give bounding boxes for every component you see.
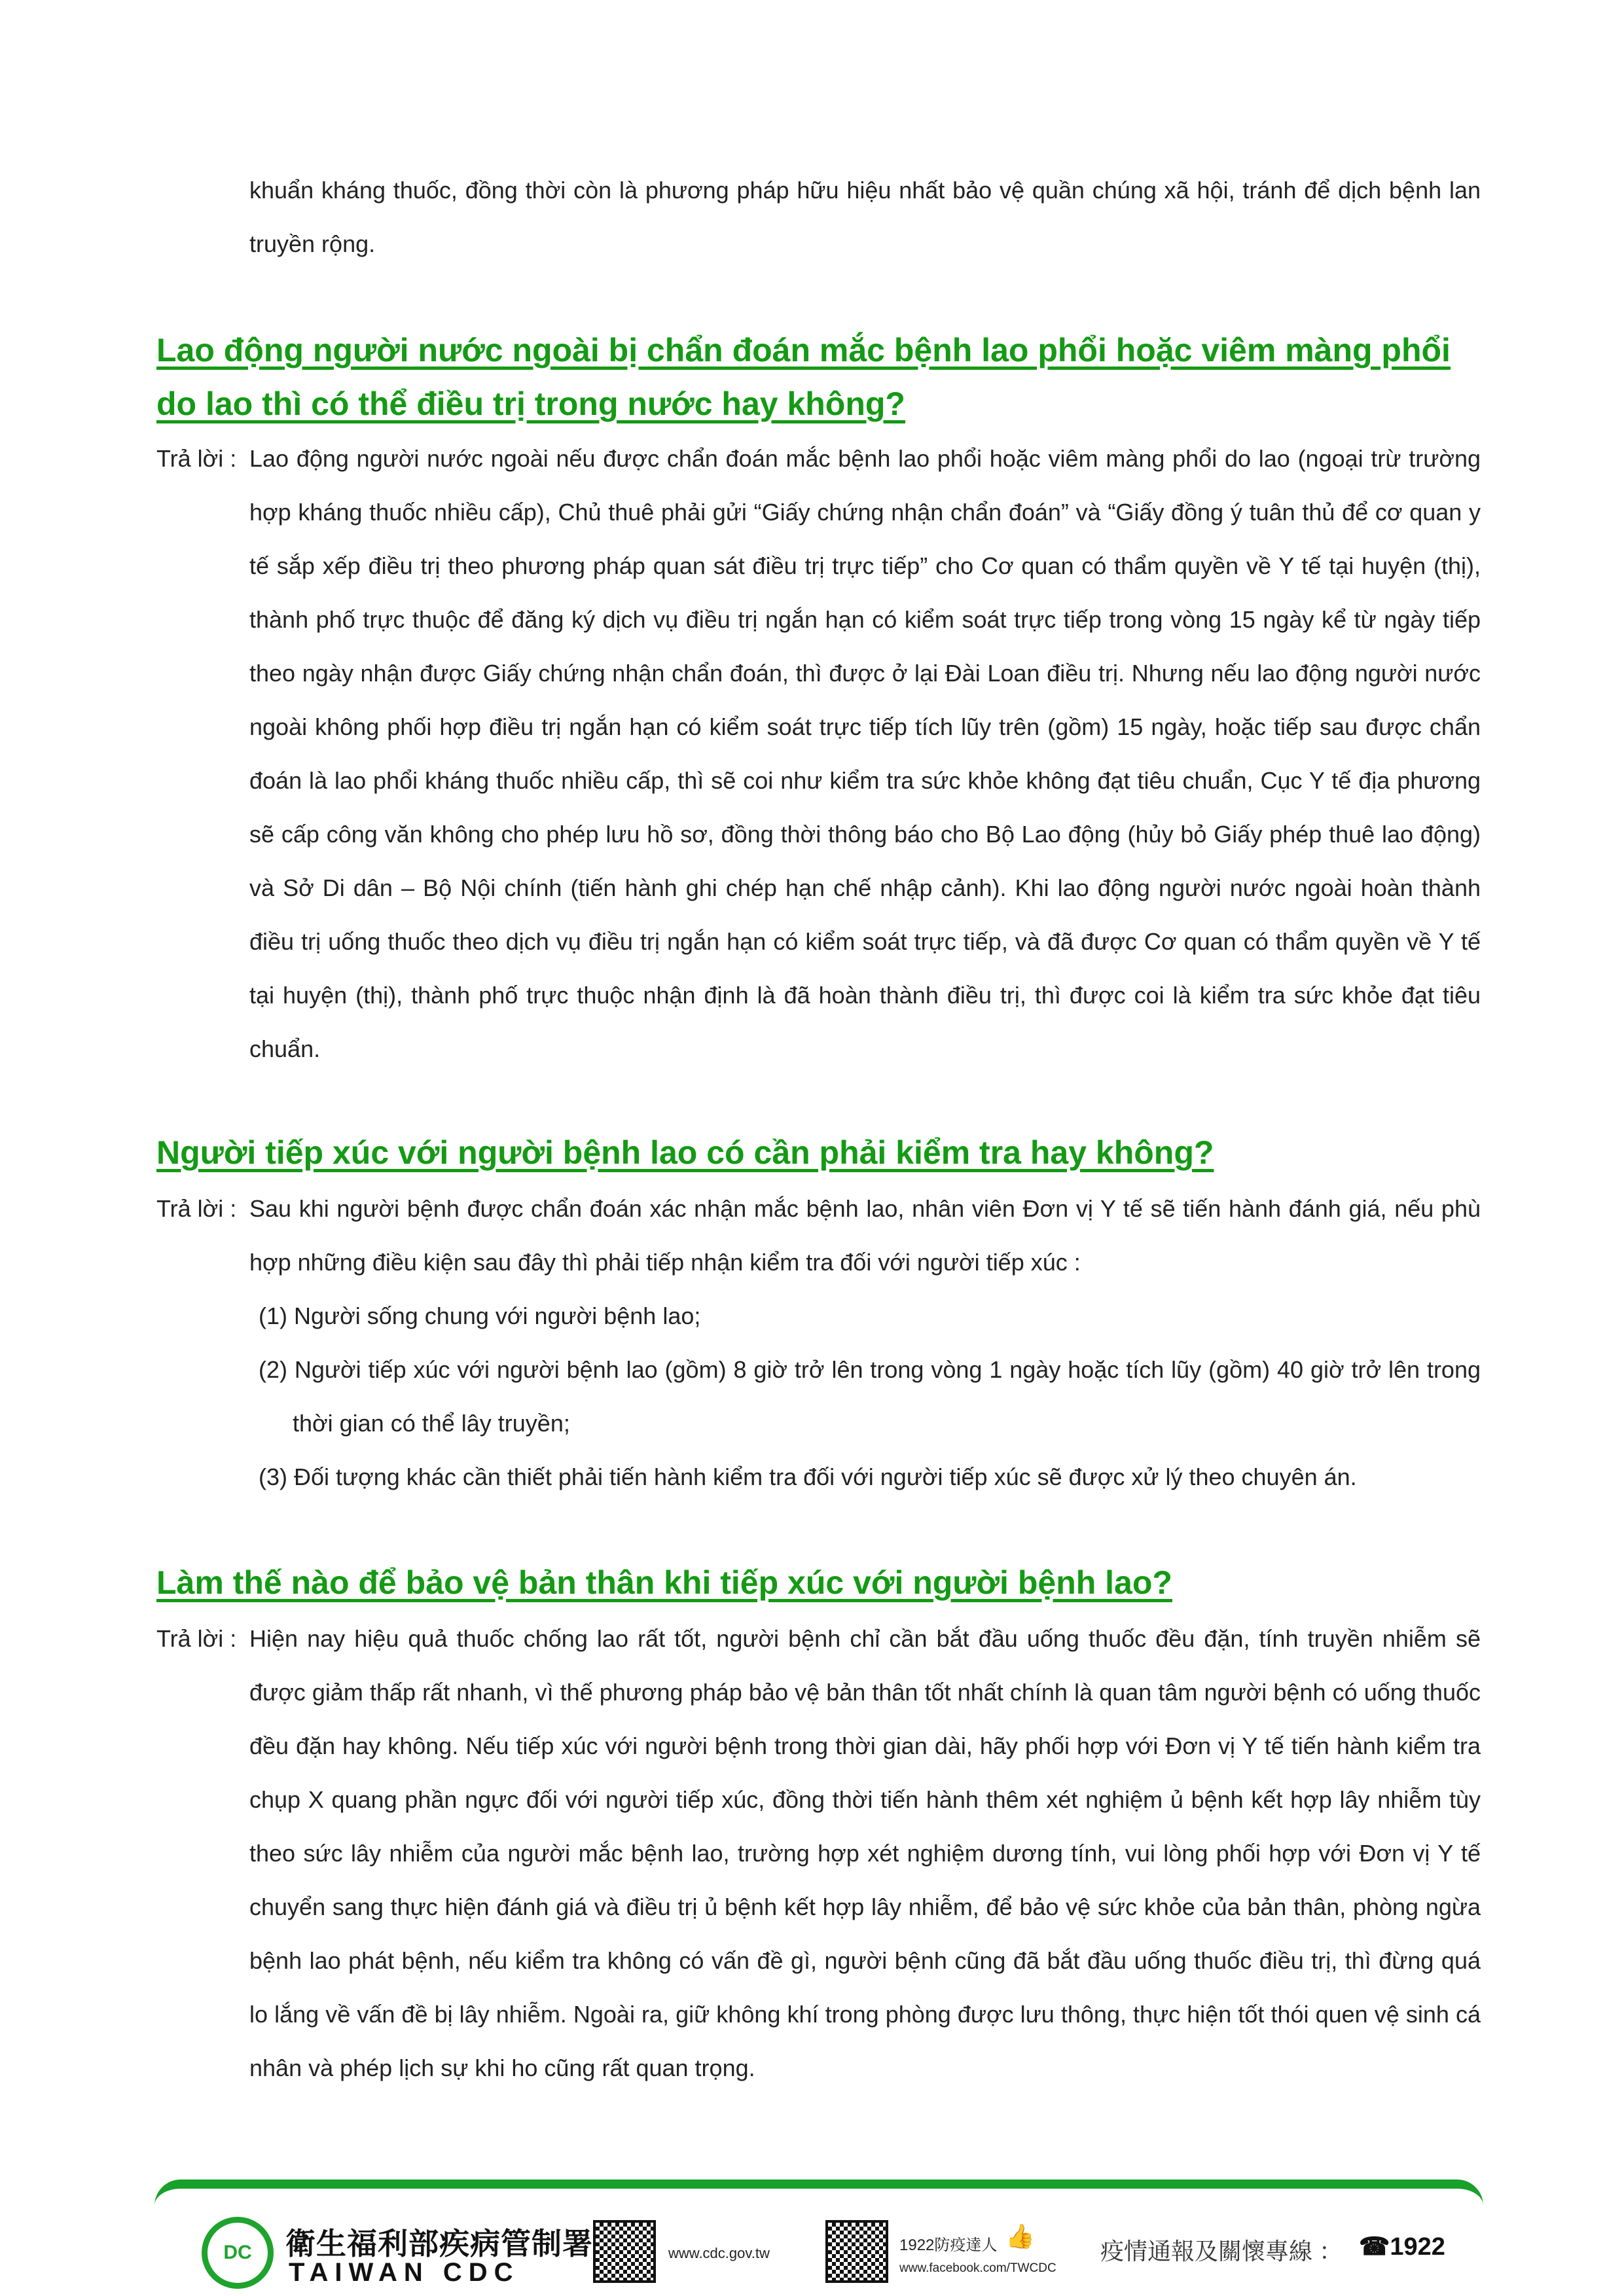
facebook-link[interactable]: www.facebook.com/TWCDC [899, 2261, 1056, 2275]
hotline-value: 1922 [1390, 2233, 1445, 2261]
org-name-english: TAIWAN CDC [289, 2258, 520, 2287]
answer-text: Hiện nay hiệu quả thuốc chống lao rất tốt, người bệnh chỉ cần bắt đầu uống thuốc đều đặn, tính truyền nhiễm sẽ được giảm thấp rất nhanh, vì thế phương pháp bảo vệ bản thân tốt nhất chính là quan tâm người bệnh có uống thuốc đều đặn hay không. Nếu tiếp xúc với người bệnh trong thời gian dài, hãy phối hợp với Đơn vị Y tế tiến hành kiểm tra chụp X quang phần ngực đối với người tiếp xúc, đồng thời tiến hành thêm xét nghiệm ủ bệnh kết hợp lây nhiễm tùy theo sức lây nhiễm của người mắc bệnh lao, trường hợp xét nghiệm dương tính, vui lòng phối hợp với Đơn vị Y tế chuyển sang thực hiện đánh giá và điều trị ủ bệnh kết hợp lây nhiễm, để bảo vệ sức khỏe của bản thân, phòng ngừa bệnh lao phát bệnh, nếu kiểm tra không có vấn đề gì, người bệnh cũng đã bắt đầu uống thuốc điều trị, thì đừng quá lo lắng về vấn đề bị lây nhiễm. Ngoài ra, giữ không khí trong phòng được lưu thông, thực hiện tốt thói quen vệ sinh cá nhân và phép lịch sự khi ho cũng rất quan trọng. [249, 1625, 1481, 2081]
answer-3 [156, 1612, 1481, 2095]
website-link[interactable]: www.cdc.gov.tw [668, 2245, 770, 2261]
facebook-qr-code-icon[interactable] [825, 2220, 888, 2283]
list-item: (3) Đối tượng khác cần thiết phải tiến hành kiểm tra đối với người tiếp xúc sẽ được xử lý theo chuyên án. [259, 1463, 1357, 1490]
list-item: (2) Người tiếp xúc với người bệnh lao (gồm) 8 giờ trở lên trong vòng 1 ngày hoặc tích lũy (gồm) 40 giờ trở lên trong thời gian có thể lây truyền; [259, 1356, 1481, 1437]
question-heading-1: Lao động người nước ngoài bị chẩn đoán mắc bệnh lao phổi hoặc viêm màng phổi do lao thì có thể điều trị trong nước hay không? [156, 332, 1451, 422]
list-item: (1) Người sống chung với người bệnh lao; [259, 1302, 701, 1329]
hotline-label: 疫情通報及關懷專線 ： [1100, 2238, 1343, 2265]
intro-paragraph: khuẩn kháng thuốc, đồng thời còn là phương pháp hữu hiệu nhất bảo vệ quần chúng xã hội, tránh để dịch bệnh lan truyền rộng. [249, 177, 1481, 257]
footer-green-arc [154, 2179, 1483, 2219]
website-qr-code-icon[interactable] [593, 2220, 656, 2283]
taiwan-cdc-logo-icon: DC [202, 2217, 274, 2289]
thumbs-up-icon: 👍 [1005, 2223, 1035, 2250]
answer-1 [156, 432, 1481, 1076]
question-heading-3: Làm thế nào để bảo vệ bản thân khi tiếp xúc với người bệnh lao? [156, 1564, 1172, 1601]
answer-text: Sau khi người bệnh được chẩn đoán xác nhận mắc bệnh lao, nhân viên Đơn vị Y tế sẽ tiến hành đánh giá, nếu phù hợp những điều kiện sau đây thì phải tiếp nhận kiểm tra đối với người tiếp xúc : [249, 1195, 1481, 1276]
answer-label: Trả lời : [156, 445, 237, 472]
footer [154, 2179, 1483, 2291]
phone-icon: ☎ [1359, 2233, 1390, 2261]
question-heading-2: Người tiếp xúc với người bệnh lao có cần phải kiểm tra hay không? [156, 1134, 1214, 1171]
hotline-number [1359, 2232, 1445, 2261]
org-name-chinese: 衛生福利部疾病管制署 [285, 2227, 593, 2261]
answer-label: Trả lời : [156, 1195, 237, 1222]
facebook-page-name: 1922防疫達人 [899, 2236, 998, 2254]
answer-text: Lao động người nước ngoài nếu được chẩn đoán mắc bệnh lao phổi hoặc viêm màng phổi do lao (ngoại trừ trường hợp kháng thuốc nhiều cấp), Chủ thuê phải gửi “Giấy chứng nhận chẩn đoán” và “Giấy đồng ý tuân thủ để cơ quan y tế sắp xếp điều trị theo phương pháp quan sát điều trị trực tiếp” cho Cơ quan có thẩm quyền về Y tế tại huyện (thị), thành phố trực thuộc để đăng ký dịch vụ điều trị ngắn hạn có kiểm soát trực tiếp trong vòng 15 ngày kể từ ngày tiếp theo ngày nhận được Giấy chứng nhận chẩn đoán, thì được ở lại Đài Loan điều trị. Nhưng nếu lao động người nước ngoài không phối hợp điều trị ngắn hạn có kiểm soát trực tiếp tích lũy trên (gồm) 15 ngày, hoặc tiếp sau được chẩn đoán là lao phổi kháng thuốc nhiều cấp, thì sẽ coi như kiểm tra sức khỏe không đạt tiêu chuẩn, Cục Y tế địa phương sẽ cấp công văn không cho phép lưu hồ sơ, đồng thời thông báo cho Bộ Lao động (hủy bỏ Giấy phép thuê lao động) và Sở Di dân – Bộ Nội chính (tiến hành ghi chép hạn chế nhập cảnh). Khi lao động người nước ngoài hoàn thành điều trị uống thuốc theo dịch vụ điều trị ngắn hạn có kiểm soát trực tiếp, và đã được Cơ quan có thẩm quyền về Y tế tại huyện (thị), thành phố trực thuộc nhận định là đã hoàn thành điều trị, thì được coi là kiểm tra sức khỏe đạt tiêu chuẩn. [249, 445, 1481, 1062]
answer-label: Trả lời : [156, 1625, 237, 1652]
answer-2 [156, 1182, 1481, 1504]
